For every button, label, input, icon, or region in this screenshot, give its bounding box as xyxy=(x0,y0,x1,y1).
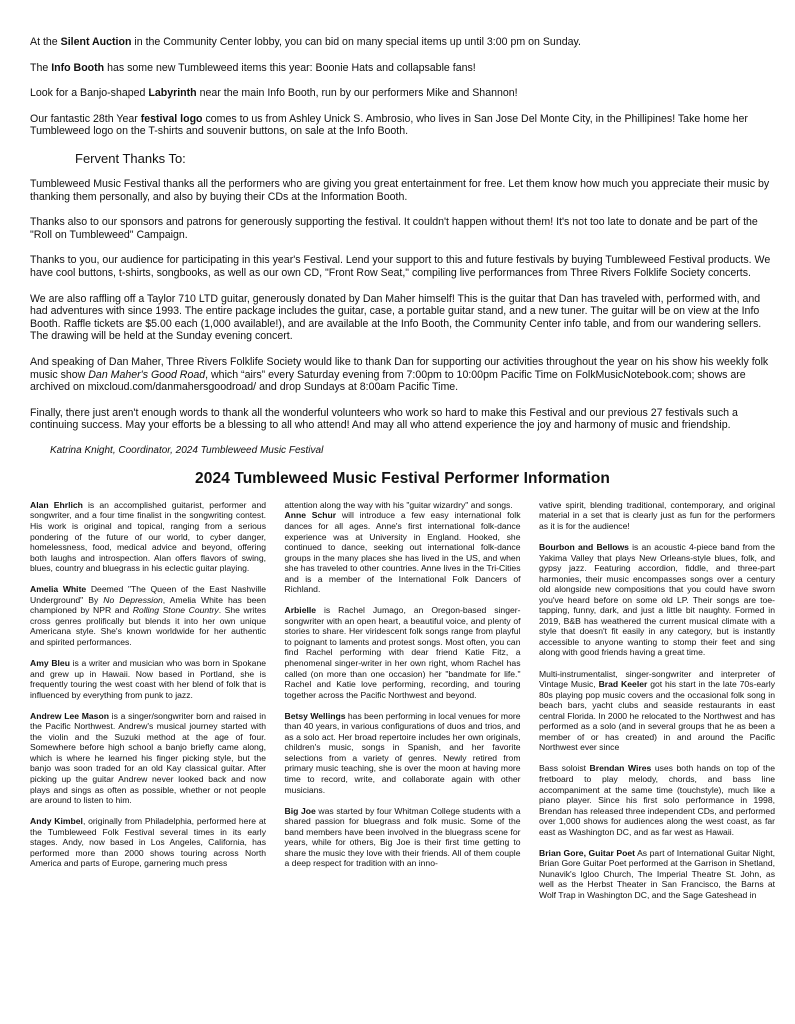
bio-brendan-wires: Bass soloist Brendan Wires uses both hands on top of the fretboard to play melody, chords, and bass line accompaniment at the same time (touchstyle), much like a piano player. Since his first solo performance in 1998, Brendan has released three independent CDs, and performed over 1,000 shows for audiences along the west coast, as far east as Washington DC, and as far west as Hawaii. xyxy=(539,763,775,837)
bio-amelia-white: Amelia White Deemed "The Queen of the East Nashville Underground" By No Depression, Amelia White has been championed by NPR and Rolling Stone Country. She writes cross genres prolifically but blends it into her own unique Americana style. She's known worldwide for her authentic and spirited performances. xyxy=(30,584,266,647)
bio-andrew-lee-mason: Andrew Lee Mason is a singer/songwriter born and raised in the Pacific Northwest. Andrew's musical journey started with the violin and the Suzuki method at the age of four. Somewhere before high school a banjo briefly came along, which is where he learned his finger picking style, but the banjo was soon traded for an old Kay classical guitar. After picking up the guitar Andrew never looked back and now plays and sings as often as possible, whether or not people are around to listen to him. xyxy=(30,710,266,806)
bio-big-joe: Big Joe was started by four Whitman College students with a shared passion for bluegrass and folk music. Some of the band members have been involved in the bluegrass scene for years, while for others, Big Joe is their first time getting to share the music they love with their friends. All of them couple a deep respect for tradition with an inno- xyxy=(284,805,521,869)
festival-logo-paragraph: Our fantastic 28th Year festival logo comes to us from Ashley Unick S. Ambrosio, who lives in San Jose Del Monte City, in the Phillipines! Take home her Tumbleweed logo on the T-shirts and souvenir buttons, on sale at the Info Booth. xyxy=(30,112,748,138)
labyrinth-paragraph: Look for a Banjo-shaped Labyrinth near the main Info Booth, run by our performers Mike and Shannon! xyxy=(30,87,518,100)
bio-bourbon-and-bellows: Bourbon and Bellows is an acoustic 4-piece band from the Yakima Valley that plays New Orleans-style blues, folk, and gypsy jazz. Featuring accordion, fiddle, and three-part harmonies, their music encompasses songs over a century old alongside new compositions that you could have sworn you've heard before on some old LP. Their songs are toe-tapping, funny, dark, and just a little bit naughty. Formed in 2019, B&B has weathered the current musical climate with a style that doesn't fit easily in any category, but is instantly accessible to anyone wanting to stomp their feet and sing along with good friends having a great time. xyxy=(539,542,775,658)
bio-betsy-wellings: Betsy Wellings has been performing in local venues for more than 40 years, in various configurations of duos and trios, and as a solo act. Her broad repertoire includes her own originals, children's music, songs in Spanish, and her favorite selections from a variety of genres. Newly retired from primary music teaching, she is over the moon at having more time to record, write, and collaborate again with other musicians. xyxy=(284,710,521,795)
bio-amy-bleu: Amy Bleu is a writer and musician who was born in Spokane and grew up in Hawaii. Now based in Portland, she is frequently touring the west coast with her blend of folk that is influenced by everything from punk to jazz. xyxy=(30,657,266,700)
performer-info-title: 2024 Tumbleweed Music Festival Performer Information xyxy=(195,469,610,487)
column-1 xyxy=(30,500,266,901)
thanks-heading: Fervent Thanks To: xyxy=(75,150,186,166)
performer-columns xyxy=(30,500,775,901)
column-3 xyxy=(539,500,775,901)
info-booth-paragraph: The Info Booth has some new Tumbleweed items this year: Boonie Hats and collapsable fans! xyxy=(30,61,476,74)
thanks-performers-paragraph: Tumbleweed Music Festival thanks all the performers who are giving you great entertainment for free. Let them know how much you appreciate their music by thanking them personally, and also by buying their CDs at the Information Booth. xyxy=(30,177,770,203)
bio-anne-schur: Anne Schur will introduce a few easy international folk dances for all ages. Anne's first international folk-dance experience was at University in England. Hooked, she continued to dance, seeking out international folk-dance groups in the many places she has lived in the US, and when she has traveled to other countries. Anne lives in the Tri-Cities and is a member of the International Folk Dancers of Richland. xyxy=(284,510,521,595)
bio-arbielle: Arbielle is Rachel Jumago, an Oregon-based singer-songwriter with an open heart, a beautiful voice, and plenty of stories to share. Her viridescent folk songs range from playful to poignant to laments and protest songs. Most often, you can find Rachel performing with dear friend Katie Fitz, a phenomenal singer-writer in her own right, whom Rachel has called (on more than one occasion) her "bandmate for life." Rachel and Katie love performing, recording, and touring together across the Pacific Northwest and beyond. xyxy=(284,605,521,700)
labyrinth-label: Labyrinth xyxy=(148,87,197,100)
bio-brad-keeler: Multi-instrumentalist, singer-songwriter and interpreter of Vintage Music, Brad Keeler got his start in the late 70s-early 80s playing pop music covers and the occasional folk song in beach bars, yacht clubs and seaside restaurants in east central Florida. In 2000 he relocated to the Northwest and has performed as a solo (and in several groups that he as been a member of or has created) in and around the Pacific Northwest ever since xyxy=(539,668,775,753)
volunteers-paragraph: Finally, there just aren't enough words to thank all the wonderful volunteers who work so hard to make this Festival and our previous 27 festivals such a continuing success. May your efforts be a blessing to all who attend! And may all who attend experience the joy and harmony of music and friendship. xyxy=(30,406,738,432)
bio-alan-ehrlich: Alan Ehrlich is an accomplished guitarist, performer and songwriter, and a four time finalist in the songwriting contest. His work is original and topical, ranging from a serious pondering of the future of our world, to cyber danger, homelessness, food, medical advice and beyond, offering both laughs and introspection. Alan offers flavors of swing, blues, country and bluegrass in his eclectic guitar playing. xyxy=(30,499,267,574)
bio-andy-kimbel: Andy Kimbel, originally from Philadelphia, performed here at the Tumbleweed Folk Festival several times in its early stages. Andy, now based in Los Angeles, California, has performed more than 2000 shows touring across North America and parts of Europe, garnering much press xyxy=(30,816,267,869)
dan-maher-paragraph: And speaking of Dan Maher, Three Rivers Folklife Society would like to thank Dan for supporting our activities throughout the year on his show his weekly folk music show Dan Maher's Good Road, which “airs” every Saturday evening from 7:00pm to 10:00pm Pacific Time on FolkMusicNotebook.com; shows are archived on mixcloud.com/danmahersgoodroad/ and drop Sundays at 8:00am Pacific Time. xyxy=(30,355,769,394)
bio-brian-gore: Brian Gore, Guitar Poet As part of International Guitar Night, Brian Gore Guitar Poet performed at the Garrison in Shetland, Nunavik's Igloo Church, The Imperial Theatre St. John, as well as the Herbst Theater in San Francisco, the Barns at Wolf Trap in Washington DC, and the Sage Gateshead in xyxy=(539,847,775,900)
silent-auction-label: Silent Auction xyxy=(60,36,132,48)
info-booth-label: Info Booth xyxy=(51,61,105,74)
show-title: Dan Maher's Good Road xyxy=(88,368,206,381)
column-2 xyxy=(285,500,521,901)
page xyxy=(30,36,775,900)
bio-andy-kimbel-continued: attention along the way with his "guitar wizardry" and songs. xyxy=(284,499,513,510)
thanks-audience-paragraph: Thanks to you, our audience for participating in this year's Festival. Lend your support to this and future festivals by buying Tumbleweed Festival products. We have cool buttons, t-shirts, songbooks, as well as our own CD, "Front Row Seat," compiling live performances from Three Rivers Folklife Society concerts. xyxy=(30,254,771,279)
silent-auction-paragraph: At the Silent Auction in the Community Center lobby, you can bid on many special items up until 3:00 pm on Sunday. xyxy=(30,36,581,48)
signature: Katrina Knight, Coordinator, 2024 Tumbleweed Music Festival xyxy=(50,444,324,456)
raffle-paragraph: We are also raffling off a Taylor 710 LTD guitar, generously donated by Dan Maher himself! This is the guitar that Dan has traveled with, performed with, and had adventures with since 1993. The entire package includes the guitar, case, a portable guitar stand, and a new tuner. The guitar will be on view at the Info Booth. Raffle tickets are $5.00 each (1,000 available!), and are available at the Info Booth, the Community Center info table, and from our wandering sellers. The drawing will be held at the Sunday evening concert. xyxy=(30,292,762,343)
thanks-sponsors-paragraph: Thanks also to our sponsors and patrons for generously supporting the festival. It couldn't happen without them! It's not too late to donate and be part of the "Roll on Tumbleweed" Campaign. xyxy=(30,216,758,241)
bio-big-joe-continued: vative spirit, blending traditional, contemporary, and original material in a set that is clearly just as fun for the performers as it is for the audience! xyxy=(539,499,775,531)
festival-logo-label: festival logo xyxy=(140,112,203,125)
